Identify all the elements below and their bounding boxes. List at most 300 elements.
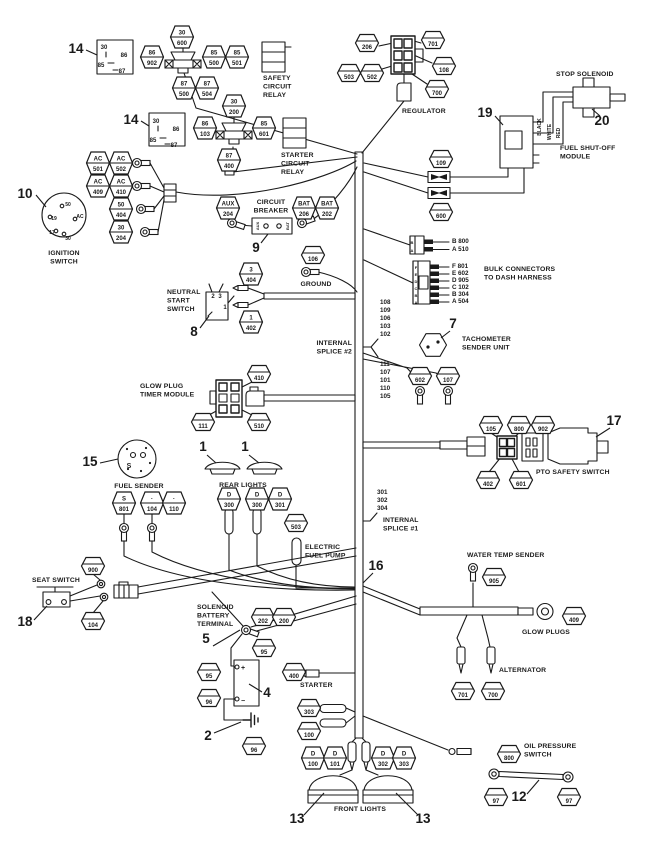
label-starter-circuit-relay: STARTER xyxy=(281,152,314,159)
wire-hexagon-701 xyxy=(452,683,475,700)
hex-bottom-text: 701 xyxy=(427,41,439,48)
fuel-shutoff-module-box xyxy=(450,92,573,193)
hex-bottom-text: 500 xyxy=(178,92,190,99)
wire-hexagon-204 xyxy=(110,221,133,243)
hex-top-text: 85 xyxy=(260,121,268,128)
label-ignition-switch: SWITCH xyxy=(50,258,78,266)
wire-hexagon-500 xyxy=(203,46,226,68)
hex-bottom-text: 600 xyxy=(176,41,188,48)
label-internal-splice-2: INTERNAL xyxy=(316,340,352,347)
hex-top-text: D xyxy=(332,751,338,758)
item-leader-line xyxy=(261,234,268,243)
wire-list-bulk-2pin: A 510 xyxy=(452,246,469,253)
label-neutral-start-switch: SWITCH xyxy=(167,306,195,314)
hex-top-text: D xyxy=(310,751,316,758)
item-number-5: 5 xyxy=(202,631,210,646)
hex-bottom-text: 510 xyxy=(253,423,265,430)
label-front-lights: FRONT LIGHTS xyxy=(333,806,387,813)
label-oil-pressure-switch: OIL PRESSURE xyxy=(524,743,577,750)
wire-list-bulk-6pin: A 504 xyxy=(452,298,469,305)
label-solenoid-battery-terminal: SOLENOID xyxy=(197,604,234,611)
ring-terminal xyxy=(137,205,155,214)
item-number-18: 18 xyxy=(17,614,33,629)
wire-hexagon-107 xyxy=(437,368,460,385)
wire-hexagon-111 xyxy=(192,414,215,431)
pin-label: AC xyxy=(76,214,84,220)
hex-bottom-text: 800 xyxy=(503,755,515,762)
hex-bottom-text: 402 xyxy=(482,481,494,488)
pin-label: 30 xyxy=(152,119,160,125)
wire-hexagon-602 xyxy=(409,368,432,385)
label-fuel-shutoff-module: MODULE xyxy=(560,153,591,161)
item-number-10: 10 xyxy=(17,186,33,201)
item-leader-line xyxy=(141,121,149,126)
pin-label: A xyxy=(410,248,414,253)
hex-bottom-text: 104 xyxy=(146,507,158,514)
hex-top-text: 85 xyxy=(233,50,241,57)
wire-hexagon-504 xyxy=(196,77,219,99)
wire-hexagon-101 xyxy=(324,747,347,769)
pin-label: WHITE xyxy=(547,123,553,141)
hex-bottom-text: 200 xyxy=(228,110,240,117)
wire-hexagon-800 xyxy=(498,746,521,763)
hex-bottom-text: 106 xyxy=(307,256,319,263)
wire-hexagon-905 xyxy=(483,569,506,586)
label-bulk-connectors: TO DASH HARNESS xyxy=(484,274,552,282)
hex-bottom-text: 206 xyxy=(361,44,373,51)
stop-solenoid-body xyxy=(573,78,625,117)
label-regulator: REGULATOR xyxy=(402,108,446,115)
hex-bottom-text: 109 xyxy=(435,160,447,167)
wire-list-splice2-top: 102 xyxy=(380,331,391,338)
hex-bottom-text: 303 xyxy=(303,709,315,716)
label-starter-circuit-relay: RELAY xyxy=(281,169,305,177)
hex-bottom-text: 96 xyxy=(205,699,213,706)
wire-hexagon-801 xyxy=(113,492,136,514)
hex-bottom-text: 202 xyxy=(257,618,269,625)
wire-hexagon-104 xyxy=(141,492,164,514)
hex-top-text: AUX xyxy=(221,201,235,208)
label-internal-splice-2: SPLICE #2 xyxy=(316,348,352,356)
wire-hexagon-902 xyxy=(141,46,164,68)
wire-hexagon-300 xyxy=(218,488,241,510)
item-number-12: 12 xyxy=(511,789,527,804)
pin-label: 1 xyxy=(223,305,227,311)
label-solenoid-battery-terminal: TERMINAL xyxy=(197,621,234,629)
wire-hexagon-100 xyxy=(302,747,325,769)
hex-bottom-text: 100 xyxy=(303,732,315,739)
pin-label: + xyxy=(240,665,246,672)
label-solenoid-battery-terminal: BATTERY xyxy=(197,612,230,620)
label-glow-plug-timer-module: TIMER MODULE xyxy=(140,391,195,399)
wire-hexagon-110 xyxy=(163,492,186,514)
hex-bottom-text: 404 xyxy=(115,213,127,220)
hex-bottom-text: 601 xyxy=(515,481,527,488)
hex-top-text: S xyxy=(121,496,127,503)
label-water-temp-sender: WATER TEMP SENDER xyxy=(467,552,545,559)
wire-hexagon-600 xyxy=(171,26,194,48)
hex-bottom-text: 900 xyxy=(87,567,99,574)
hex-bottom-text: 902 xyxy=(146,61,158,68)
hex-bottom-text: 300 xyxy=(223,503,235,510)
pin-label: E xyxy=(414,272,418,277)
wire-hexagon-303 xyxy=(298,700,321,717)
wire-hexagon-402 xyxy=(240,311,263,333)
wire-hexagon-303 xyxy=(393,747,416,769)
label-fuel-shutoff-module: FUEL SHUT-OFF xyxy=(560,145,616,152)
hex-bottom-text: 402 xyxy=(245,326,257,333)
wire-hexagon-95 xyxy=(198,664,221,681)
hex-bottom-text: 400 xyxy=(223,164,235,171)
hex-top-text: D xyxy=(401,751,407,758)
item-number-13: 13 xyxy=(289,811,305,826)
hex-top-text: D xyxy=(277,492,283,499)
hex-bottom-text: 302 xyxy=(377,762,389,769)
hex-bottom-text: 111 xyxy=(198,423,208,430)
wire-list-bulk-6pin: E 602 xyxy=(452,270,469,277)
label-rear-lights: REAR LIGHTS xyxy=(219,482,267,489)
wire-hexagon-108 xyxy=(433,58,456,75)
hex-bottom-text: 410 xyxy=(253,375,265,382)
pin-label: D xyxy=(414,279,418,284)
wire-hexagon-400 xyxy=(218,149,241,171)
hex-bottom-text: 502 xyxy=(115,167,127,174)
wire-hexagon-902 xyxy=(532,417,555,434)
wire-list-splice2-top: 103 xyxy=(380,323,391,330)
hex-top-text: AC xyxy=(93,156,103,163)
wire-hexagon-206 xyxy=(293,197,316,219)
hex-top-text: D xyxy=(226,492,232,499)
wire-hexagon-700 xyxy=(426,81,449,98)
hex-top-text: D xyxy=(380,751,386,758)
wire-hexagon-502 xyxy=(361,65,384,82)
wire-list-splice1: 304 xyxy=(377,505,388,512)
wire-hexagon-204 xyxy=(217,197,240,219)
internal-splice-1-bracket xyxy=(363,513,377,521)
hex-bottom-text: 500 xyxy=(208,61,220,68)
pin-label: BLACK xyxy=(537,118,543,136)
hex-top-text: AC xyxy=(93,179,103,186)
label-neutral-start-switch: NEUTRAL xyxy=(167,289,201,296)
wire-hexagon-700 xyxy=(482,683,505,700)
hex-top-text: BAT xyxy=(321,201,333,208)
hex-bottom-text: 95 xyxy=(260,649,268,656)
label-circuit-breaker: BREAKER xyxy=(253,207,289,215)
item-leader-line xyxy=(36,195,46,207)
label-safety-circuit-relay: CIRCUIT xyxy=(263,83,292,91)
pin-label: 30 xyxy=(100,45,108,51)
ring-terminal xyxy=(302,268,320,277)
hex-bottom-text: 303 xyxy=(398,762,410,769)
hex-bottom-text: 202 xyxy=(321,212,333,219)
label-glow-plugs: GLOW PLUGS xyxy=(522,629,570,636)
hex-bottom-text: 409 xyxy=(92,190,104,197)
ring-terminal xyxy=(133,182,151,191)
hex-top-text: D xyxy=(254,492,260,499)
hex-top-text: BAT xyxy=(298,201,310,208)
pin-label: F xyxy=(414,265,418,270)
item-leader-line xyxy=(596,428,610,437)
label-electric-fuel-pump: FUEL PUMP xyxy=(305,552,346,560)
label-fuel-sender: FUEL SENDER xyxy=(114,483,164,490)
item-leader-line xyxy=(214,722,241,733)
pin-label: B xyxy=(414,293,418,298)
pin-label: 87 xyxy=(170,143,178,149)
item-leader-line xyxy=(213,630,240,646)
ring-terminal xyxy=(416,387,425,405)
pin-label: 85 xyxy=(97,63,105,69)
hex-top-text: 30 xyxy=(230,99,238,106)
wire-hexagon-409 xyxy=(87,175,110,197)
pin-label: RED xyxy=(556,127,562,139)
wire-hexagon-96 xyxy=(198,690,221,707)
wire-list-splice2-bottom: 107 xyxy=(380,369,391,376)
hex-bottom-text: 100 xyxy=(307,762,319,769)
starter-wires xyxy=(301,670,355,727)
pto-safety-switch-assembly xyxy=(363,428,608,472)
ring-terminal xyxy=(240,624,260,638)
hex-bottom-text: 410 xyxy=(115,190,127,197)
wire-hexagon-103 xyxy=(194,117,217,139)
wire-list-splice2-top: 109 xyxy=(380,307,391,314)
wire-hexagon-500 xyxy=(173,77,196,99)
hex-bottom-text: 601 xyxy=(258,132,270,139)
item-number-13: 13 xyxy=(415,811,431,826)
label-starter: STARTER xyxy=(300,682,333,689)
pin-label: 86 xyxy=(172,127,180,133)
hex-bottom-text: 700 xyxy=(487,692,499,699)
wire-hexagon-900 xyxy=(82,558,105,575)
hex-bottom-text: 300 xyxy=(251,503,263,510)
hex-top-text: 87 xyxy=(225,153,233,160)
pin-label: 50 xyxy=(65,202,71,208)
pin-label: 2 xyxy=(211,294,215,300)
main-harness-trunk xyxy=(355,152,363,738)
hex-bottom-text: 400 xyxy=(288,673,300,680)
hex-bottom-text: 105 xyxy=(485,426,497,433)
ring-terminal xyxy=(120,524,129,542)
ring-terminal xyxy=(148,524,157,542)
label-circuit-breaker: CIRCUIT xyxy=(256,199,286,206)
wire-hexagon-601 xyxy=(253,117,276,139)
wire-list-splice2-bottom: 101 xyxy=(380,377,391,384)
item-number-2: 2 xyxy=(204,728,212,743)
wire-hexagon-206 xyxy=(356,35,379,52)
wire-list-splice2-top: 108 xyxy=(380,299,391,306)
wire-hexagon-97 xyxy=(485,789,508,806)
item-number-17: 17 xyxy=(606,413,622,428)
wire-list-bulk-6pin: F 801 xyxy=(452,263,469,270)
hex-bottom-text: 204 xyxy=(115,236,127,243)
label-neutral-start-switch: START xyxy=(167,297,190,305)
hex-bottom-text: 905 xyxy=(488,578,500,585)
hex-bottom-text: 504 xyxy=(201,92,213,99)
hex-bottom-text: 101 xyxy=(329,762,341,769)
item-leader-line xyxy=(100,459,118,463)
pin-label: S xyxy=(126,463,132,470)
pin-label: 30 xyxy=(65,236,71,242)
harness-bar-right xyxy=(363,586,553,620)
pin-label: 19 xyxy=(51,216,57,222)
ignition-wires xyxy=(150,163,176,232)
pin-label: 3 xyxy=(218,294,222,300)
label-oil-pressure-switch: SWITCH xyxy=(524,751,552,759)
label-stop-solenoid: STOP SOLENOID xyxy=(556,71,614,78)
item-leader-line xyxy=(86,50,97,55)
wire-hexagon-701 xyxy=(422,32,445,49)
item-leader-line xyxy=(249,455,259,463)
hex-bottom-text: 902 xyxy=(537,426,549,433)
hex-bottom-text: 96 xyxy=(250,747,258,754)
wire-hexagon-109 xyxy=(430,151,453,168)
wire-hexagon-510 xyxy=(248,414,271,431)
wire-hexagon-300 xyxy=(246,488,269,510)
wire-hexagon-301 xyxy=(269,488,292,510)
item-number-1: 1 xyxy=(199,439,207,454)
label-alternator: ALTERNATOR xyxy=(499,667,547,674)
wire-list-splice1: 301 xyxy=(377,489,388,496)
hex-bottom-text: 503 xyxy=(290,524,302,531)
hex-top-text: 30 xyxy=(117,225,125,232)
rear-light-left xyxy=(205,462,240,474)
hex-bottom-text: 206 xyxy=(298,212,310,219)
hex-bottom-text: 95 xyxy=(205,673,213,680)
label-internal-splice-1: SPLICE #1 xyxy=(383,525,419,533)
item-number-1: 1 xyxy=(241,439,249,454)
hex-top-text: · xyxy=(173,496,175,503)
wire-hexagon-302 xyxy=(372,747,395,769)
hex-bottom-text: 600 xyxy=(435,213,447,220)
hex-bottom-text: 104 xyxy=(87,622,99,629)
pin-label: 85 xyxy=(149,138,157,144)
hex-bottom-text: 501 xyxy=(92,167,104,174)
wire-hexagon-402 xyxy=(477,472,500,489)
pin-label: 17 xyxy=(49,230,55,236)
hex-top-text: AC xyxy=(116,179,126,186)
wire-list-splice1: 302 xyxy=(377,497,388,504)
pin-label: A xyxy=(414,300,418,305)
hex-bottom-text: 97 xyxy=(565,798,573,805)
hex-bottom-text: 301 xyxy=(274,503,286,510)
hex-bottom-text: 701 xyxy=(457,692,469,699)
wire-hexagon-100 xyxy=(298,723,321,740)
wire-hexagon-601 xyxy=(510,472,533,489)
ring-terminal xyxy=(133,159,151,168)
label-ground: GROUND xyxy=(300,281,332,288)
pin-label: − xyxy=(240,698,246,705)
safety-relay-symbol xyxy=(165,46,201,73)
ground-strap xyxy=(489,769,573,782)
pin-label: 86 xyxy=(120,53,128,59)
hex-top-text: 87 xyxy=(203,81,211,88)
label-tachometer-sender-unit: SENDER UNIT xyxy=(462,344,510,352)
pin-label: 87 xyxy=(118,69,126,75)
wire-list-bulk-6pin: B 304 xyxy=(452,291,469,298)
wire-hexagon-106 xyxy=(302,247,325,264)
wire-hexagon-404 xyxy=(110,198,133,220)
wire-list-bulk-6pin: C 102 xyxy=(452,284,469,291)
wire-hexagon-503 xyxy=(285,515,308,532)
hex-bottom-text: 800 xyxy=(513,426,525,433)
wire-list-bulk-6pin: D 905 xyxy=(452,277,469,284)
wire-hexagon-404 xyxy=(240,263,263,285)
alternator-wires xyxy=(457,615,495,673)
wire-hexagon-105 xyxy=(480,417,503,434)
item-number-9: 9 xyxy=(252,240,260,255)
label-safety-circuit-relay: RELAY xyxy=(263,92,287,100)
rear-light-right xyxy=(247,462,282,474)
hex-top-text: 30 xyxy=(178,30,186,37)
hex-top-text: · xyxy=(151,496,153,503)
wire-hexagon-502 xyxy=(110,152,133,174)
safety-relay-module xyxy=(262,42,291,72)
hex-bottom-text: 107 xyxy=(442,377,454,384)
item-number-15: 15 xyxy=(82,454,98,469)
hex-bottom-text: 801 xyxy=(118,507,130,514)
item-number-14: 14 xyxy=(123,112,139,127)
chassis-ground-symbol xyxy=(243,713,258,727)
wire-hexagon-501 xyxy=(87,152,110,174)
wire-hexagon-400 xyxy=(283,664,306,681)
pin-label: B xyxy=(410,240,414,245)
hex-bottom-text: 108 xyxy=(438,67,450,74)
hex-bottom-text: 502 xyxy=(366,74,378,81)
wire-hexagon-104 xyxy=(82,613,105,630)
hex-bottom-text: 602 xyxy=(414,377,426,384)
hex-top-text: 86 xyxy=(148,50,156,57)
hex-bottom-text: 110 xyxy=(169,507,179,514)
pin-label: AUX xyxy=(255,221,260,231)
starter-relay-module xyxy=(283,118,306,148)
label-seat-switch: SEAT SWITCH xyxy=(32,577,80,584)
hex-top-text: 85 xyxy=(210,50,218,57)
hex-top-text: 1 xyxy=(249,315,253,322)
wire-hexagon-410 xyxy=(110,175,133,197)
pin-label: BAT xyxy=(285,222,290,230)
item-number-19: 19 xyxy=(477,105,493,120)
wire-hexagon-409 xyxy=(563,608,586,625)
wire-list-splice2-bottom: 110 xyxy=(380,385,391,392)
hex-bottom-text: 97 xyxy=(492,798,500,805)
item-number-4: 4 xyxy=(263,685,271,700)
wire-hexagon-202 xyxy=(252,609,275,626)
front-light-left xyxy=(308,776,358,803)
wire-hexagon-600 xyxy=(430,204,453,221)
wire-hexagon-410 xyxy=(248,366,271,383)
wire-hexagon-202 xyxy=(316,197,339,219)
hex-top-text: AC xyxy=(116,156,126,163)
glow-plug-timer-module-box xyxy=(209,380,355,417)
hex-top-text: 50 xyxy=(117,202,125,209)
wire-hexagon-200 xyxy=(223,95,246,117)
item-number-20: 20 xyxy=(594,113,610,128)
neutral-start-switch-box xyxy=(206,284,355,320)
item-leader-line xyxy=(200,316,209,328)
ring-terminal xyxy=(141,228,159,237)
item-leader-line xyxy=(363,573,373,583)
hex-bottom-text: 501 xyxy=(231,61,243,68)
wire-hexagon-200 xyxy=(273,609,296,626)
label-internal-splice-1: INTERNAL xyxy=(383,517,419,524)
pin-label: C xyxy=(414,286,418,291)
hex-bottom-text: 409 xyxy=(568,617,580,624)
label-ignition-switch: IGNITION xyxy=(48,250,80,257)
hex-bottom-text: 204 xyxy=(222,212,234,219)
hex-top-text: 86 xyxy=(201,121,209,128)
wire-hexagon-96 xyxy=(243,738,266,755)
item-number-14: 14 xyxy=(68,41,84,56)
bulk-connector-6pin xyxy=(364,260,449,304)
